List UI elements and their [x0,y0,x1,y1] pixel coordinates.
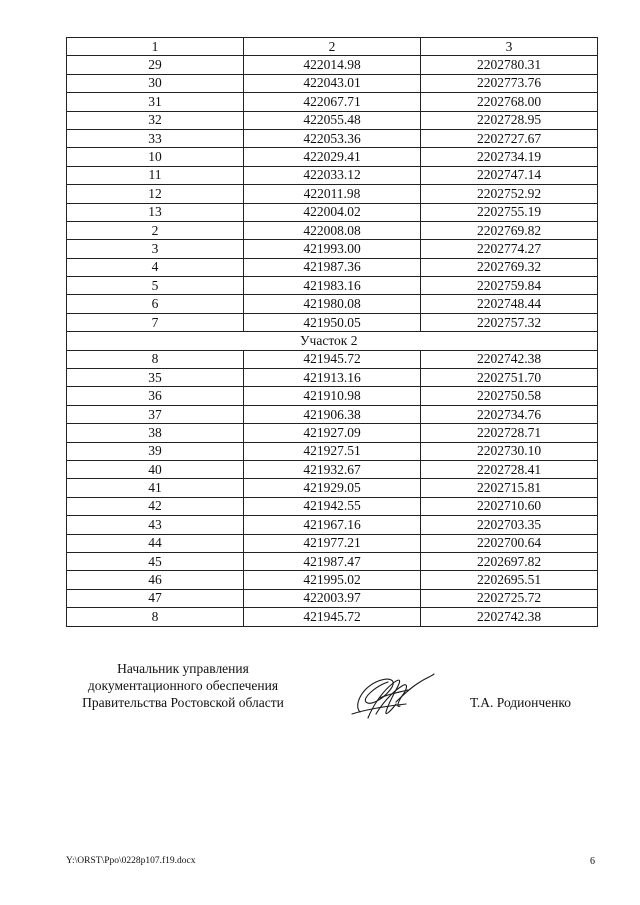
table-row [67,516,598,534]
point-number-cell: 32 [67,111,244,129]
point-number-cell: 13 [67,203,244,221]
point-number-cell: 7 [67,313,244,331]
point-number-cell: 38 [67,424,244,442]
y-coordinate-cell: 2202730.10 [421,442,598,460]
header-cell-y: 3 [421,38,598,56]
point-number-cell: 2 [67,221,244,239]
y-coordinate-cell: 2202727.67 [421,129,598,147]
point-number-cell: 36 [67,387,244,405]
y-coordinate-cell: 2202734.19 [421,148,598,166]
table-row [67,111,598,129]
x-coordinate-cell: 421927.51 [244,442,421,460]
y-coordinate-cell: 2202751.70 [421,369,598,387]
point-number-cell: 31 [67,93,244,111]
x-coordinate-cell: 421913.16 [244,369,421,387]
footer-file-path: Y:\ORST\Ppo\0228p107.f19.docx [66,856,196,866]
x-coordinate-cell: 422043.01 [244,74,421,92]
point-number-cell: 11 [67,166,244,184]
x-coordinate-cell: 421910.98 [244,387,421,405]
x-coordinate-cell: 422011.98 [244,185,421,203]
y-coordinate-cell: 2202747.14 [421,166,598,184]
x-coordinate-cell: 421945.72 [244,608,421,626]
point-number-cell: 10 [67,148,244,166]
point-number-cell: 4 [67,258,244,276]
table-row [67,313,598,331]
point-number-cell: 43 [67,516,244,534]
point-number-cell: 3 [67,240,244,258]
x-coordinate-cell: 422029.41 [244,148,421,166]
x-coordinate-cell: 422003.97 [244,589,421,607]
section-label: Участок 2 [67,332,598,350]
y-coordinate-cell: 2202725.72 [421,589,598,607]
point-number-cell: 47 [67,589,244,607]
table-row [67,571,598,589]
table-row [67,534,598,552]
table-row [67,479,598,497]
y-coordinate-cell: 2202780.31 [421,56,598,74]
x-coordinate-cell: 422008.08 [244,221,421,239]
header-cell-x: 2 [244,38,421,56]
x-coordinate-cell: 421967.16 [244,516,421,534]
table-row [67,74,598,92]
point-number-cell: 12 [67,185,244,203]
point-number-cell: 37 [67,405,244,423]
x-coordinate-cell: 422014.98 [244,56,421,74]
footer-page-number: 6 [590,856,595,867]
point-number-cell: 39 [67,442,244,460]
header-cell-point: 1 [67,38,244,56]
table-header-row [67,38,598,56]
table-row [67,258,598,276]
signer-position-line1: Начальник управления [117,661,249,676]
table-row [67,129,598,147]
point-number-cell: 5 [67,277,244,295]
signer-position-line2: документационного обеспечения [87,678,279,693]
x-coordinate-cell: 421993.00 [244,240,421,258]
y-coordinate-cell: 2202752.92 [421,185,598,203]
point-number-cell: 40 [67,460,244,478]
y-coordinate-cell: 2202768.00 [421,93,598,111]
y-coordinate-cell: 2202759.84 [421,277,598,295]
table-row [67,277,598,295]
signer-position-line3: Правительства Ростовской области [82,695,284,710]
table-row [67,350,598,368]
table-row [67,608,598,626]
x-coordinate-cell: 422055.48 [244,111,421,129]
y-coordinate-cell: 2202710.60 [421,497,598,515]
table-row [67,93,598,111]
table-row [67,203,598,221]
x-coordinate-cell: 421987.36 [244,258,421,276]
section-row [67,332,598,350]
y-coordinate-cell: 2202742.38 [421,608,598,626]
x-coordinate-cell: 421950.05 [244,313,421,331]
y-coordinate-cell: 2202769.82 [421,221,598,239]
y-coordinate-cell: 2202755.19 [421,203,598,221]
y-coordinate-cell: 2202695.51 [421,571,598,589]
coordinates-table [66,37,598,627]
table-row [67,240,598,258]
y-coordinate-cell: 2202774.27 [421,240,598,258]
x-coordinate-cell: 422053.36 [244,129,421,147]
x-coordinate-cell: 422033.12 [244,166,421,184]
table-row [67,442,598,460]
y-coordinate-cell: 2202728.71 [421,424,598,442]
y-coordinate-cell: 2202734.76 [421,405,598,423]
x-coordinate-cell: 421942.55 [244,497,421,515]
table-row [67,424,598,442]
x-coordinate-cell: 421906.38 [244,405,421,423]
table-row [67,497,598,515]
signer-name: Т.А. Родионченко [470,695,571,710]
y-coordinate-cell: 2202715.81 [421,479,598,497]
y-coordinate-cell: 2202750.58 [421,387,598,405]
point-number-cell: 6 [67,295,244,313]
y-coordinate-cell: 2202700.64 [421,534,598,552]
x-coordinate-cell: 422067.71 [244,93,421,111]
point-number-cell: 8 [67,350,244,368]
table-row [67,185,598,203]
y-coordinate-cell: 2202748.44 [421,295,598,313]
table-row [67,552,598,570]
table-row [67,148,598,166]
handwritten-signature [346,668,436,724]
y-coordinate-cell: 2202728.95 [421,111,598,129]
point-number-cell: 46 [67,571,244,589]
table-row [67,460,598,478]
y-coordinate-cell: 2202742.38 [421,350,598,368]
table-row [67,405,598,423]
y-coordinate-cell: 2202703.35 [421,516,598,534]
point-number-cell: 33 [67,129,244,147]
signature-block [66,660,300,711]
table-row [67,166,598,184]
table-row [67,369,598,387]
table-row [67,221,598,239]
y-coordinate-cell: 2202728.41 [421,460,598,478]
y-coordinate-cell: 2202697.82 [421,552,598,570]
x-coordinate-cell: 421927.09 [244,424,421,442]
table-row [67,387,598,405]
coordinates-table-body [67,38,598,627]
x-coordinate-cell: 421980.08 [244,295,421,313]
x-coordinate-cell: 421977.21 [244,534,421,552]
x-coordinate-cell: 421929.05 [244,479,421,497]
x-coordinate-cell: 421945.72 [244,350,421,368]
y-coordinate-cell: 2202757.32 [421,313,598,331]
point-number-cell: 30 [67,74,244,92]
table-row [67,295,598,313]
point-number-cell: 35 [67,369,244,387]
point-number-cell: 45 [67,552,244,570]
table-row [67,56,598,74]
point-number-cell: 29 [67,56,244,74]
x-coordinate-cell: 421983.16 [244,277,421,295]
x-coordinate-cell: 422004.02 [244,203,421,221]
x-coordinate-cell: 421995.02 [244,571,421,589]
y-coordinate-cell: 2202773.76 [421,74,598,92]
point-number-cell: 8 [67,608,244,626]
x-coordinate-cell: 421987.47 [244,552,421,570]
point-number-cell: 44 [67,534,244,552]
x-coordinate-cell: 421932.67 [244,460,421,478]
y-coordinate-cell: 2202769.32 [421,258,598,276]
point-number-cell: 41 [67,479,244,497]
point-number-cell: 42 [67,497,244,515]
table-row [67,589,598,607]
